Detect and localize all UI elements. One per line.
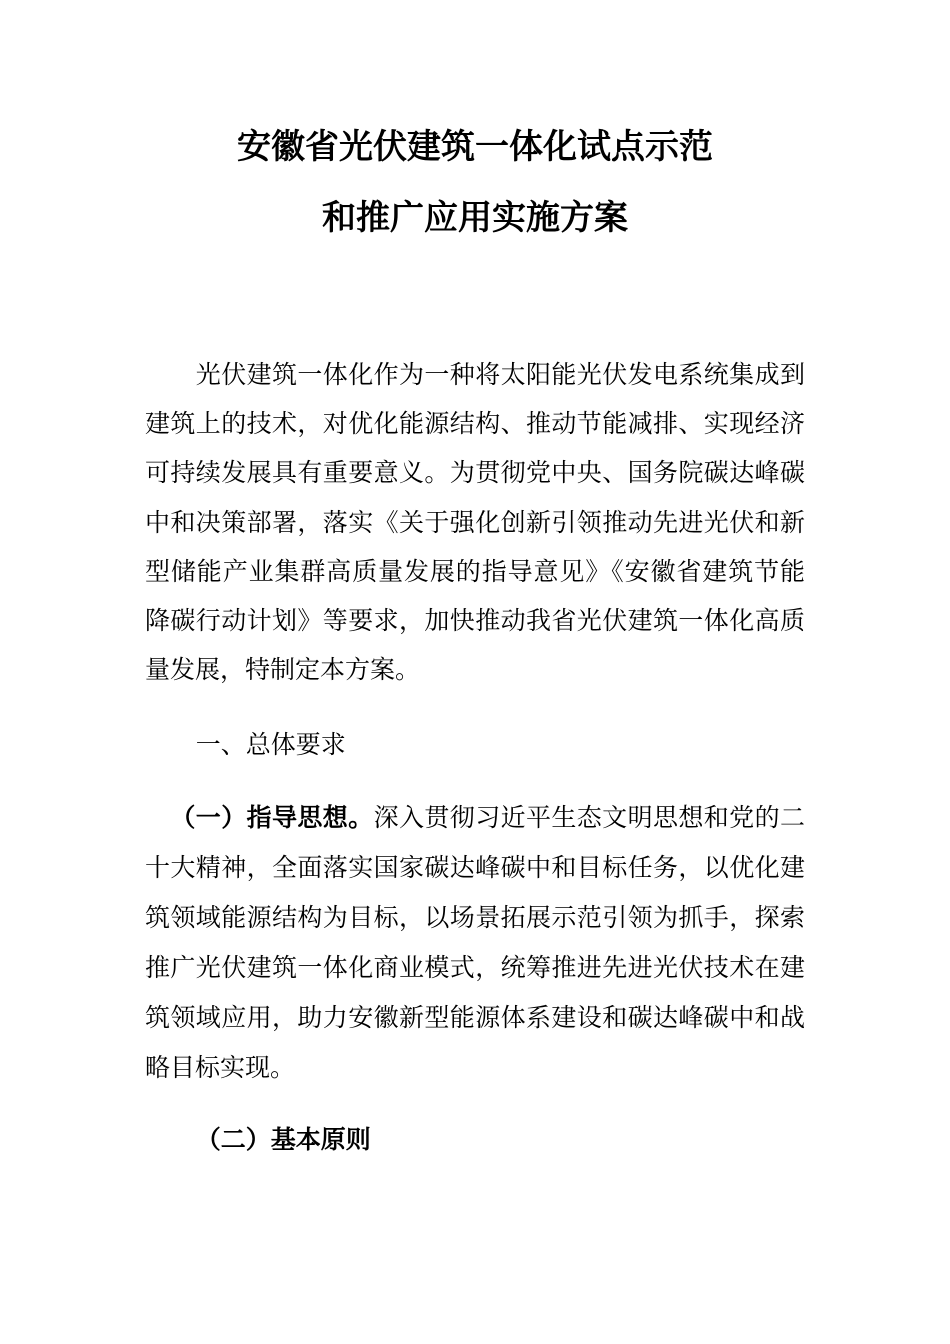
document-title bbox=[0, 112, 950, 254]
subsection-label: （一）指导思想。 bbox=[170, 803, 374, 832]
guiding-ideology-line: 十大精神，全面落实国家碳达峰碳中和目标任务，以优化建 bbox=[145, 853, 805, 882]
intro-line: 量发展，特制定本方案。 bbox=[145, 655, 421, 685]
intro-line: 中和决策部署，落实《关于强化创新引领推动先进光伏和新 bbox=[145, 507, 805, 537]
guiding-ideology-line: 筑领域能源结构为目标，以场景拓展示范引领为抓手，探索 bbox=[145, 903, 805, 932]
guiding-ideology-line bbox=[145, 793, 805, 843]
intro-line: 降碳行动计划》等要求，加快推动我省光伏建筑一体化高质 bbox=[145, 605, 805, 635]
intro-line: 建筑上的技术，对优化能源结构、推动节能减排、实现经济 bbox=[145, 409, 805, 439]
intro-line: 型储能产业集群高质量发展的指导意见》《安徽省建筑节能 bbox=[145, 556, 805, 586]
subsection-heading: （二）基本原则 bbox=[195, 1125, 371, 1154]
guiding-ideology-line: 推广光伏建筑一体化商业模式，统筹推进先进光伏技术在建 bbox=[145, 953, 805, 982]
guiding-ideology-paragraph bbox=[145, 793, 805, 1093]
title-line-1: 安徽省光伏建筑一体化试点示范 bbox=[237, 127, 713, 167]
intro-line: 可持续发展具有重要意义。为贯彻党中央、国务院碳达峰碳 bbox=[145, 458, 805, 488]
intro-line: 光伏建筑一体化作为一种将太阳能光伏发电系统集成到 bbox=[195, 360, 805, 389]
basic-principles-heading-block bbox=[145, 1115, 805, 1165]
intro-paragraph bbox=[145, 350, 805, 694]
title-line-2: 和推广应用实施方案 bbox=[322, 198, 628, 238]
section-1-heading-block bbox=[145, 720, 805, 770]
guiding-ideology-text: 深入贯彻习近平生态文明思想和党的二 bbox=[373, 803, 805, 832]
section-heading: 一、总体要求 bbox=[195, 730, 346, 759]
guiding-ideology-line: 略目标实现。 bbox=[145, 1053, 296, 1082]
guiding-ideology-line: 筑领域应用，助力安徽新型能源体系建设和碳达峰碳中和战 bbox=[145, 1003, 805, 1032]
